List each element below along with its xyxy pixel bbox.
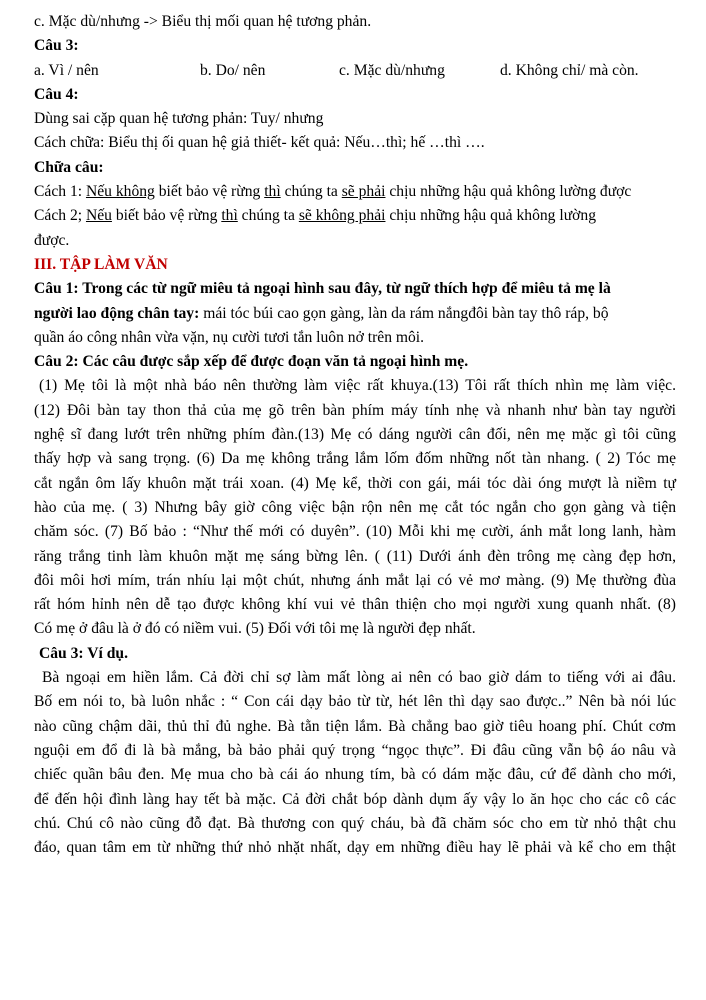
cach-2-text-2: chúng ta xyxy=(237,207,299,225)
paragraph-line: để đến hội đình làng hay tết bà mặc. Cả đời chắt bóp dành dụm ấy vậy lo ăn học cho các cô các xyxy=(34,790,676,808)
cach-2-underline-1: Nếu xyxy=(85,207,112,225)
tlv-cau3-heading: Câu 3: Ví dụ. xyxy=(39,644,128,662)
paragraph-line: đôi môi hơi mím, trán nhíu lại một chút, nhưng ánh mắt lại có vẻ mơ màng. (9) Mẹ thường đùa xyxy=(34,571,676,589)
cach-1-text-2: chúng ta xyxy=(280,183,342,201)
paragraph-line: hào của mẹ. ( 3) Nhưng bây giờ công việc bận rộn nên mẹ cắt tóc ngắn cho gọn gàng và tiện xyxy=(34,498,676,516)
cach-2-line xyxy=(34,204,676,228)
paragraph-line: (12) Đôi bàn tay thon thả của mẹ gõ trên bàn phím máy tính nhẹ và nhanh như bàn tay người xyxy=(34,401,676,419)
paragraph-line: cắt ngắn ôm lấy khuôn mặt trái xoan. (4) Mẹ kể, thời con gái, mái tóc dài óng mượt là niềm tự xyxy=(34,474,676,492)
tlv-cau2-heading: Câu 2: Các câu được sắp xếp để được đoạn văn tả ngoại hình mẹ. xyxy=(34,353,469,371)
tlv-cau3-paragraph xyxy=(34,666,676,860)
cach-1-text-3: chịu những hậu quả không lường được xyxy=(385,183,632,201)
option-b: b. Do/ nên xyxy=(200,61,266,79)
paragraph-line: chú. Chú cô nào cũng đỗ đạt. Bà thương con quý cháu, bà đã chăm sóc cho em từ nhỏ thật chu xyxy=(34,814,676,832)
cau3-options xyxy=(34,59,676,83)
paragraph-line: răng trắng tinh làm khuôn mặt mẹ sáng bừng lên. ( (11) Dưới ánh đèn trông mẹ càng đẹp hơn, xyxy=(34,547,676,565)
paragraph-line: nào cũng chậm dãi, thủ thỉ đủ nghe. Bà tằn tiện lắm. Bà chẳng bao giờ tiêu hoang phí. Chút cơm xyxy=(34,717,676,735)
paragraph-line: Có mẹ ở đâu là ở đó có niềm vui. (5) Đối với tôi mẹ là người đẹp nhất. xyxy=(34,620,476,638)
paragraph-line: nghệ sĩ đang lướt trên những phím đàn.(13) Mẹ có dáng người cân đối, nên mẹ mặc gì tôi cũng xyxy=(34,426,676,444)
tlv-cau2-paragraph xyxy=(34,374,676,641)
tlv-cau1-bold: người lao động chân tay: xyxy=(34,304,200,322)
cau4-line-2: Cách chữa: Biểu thị ối quan hệ giả thiết- kết quả: Nếu…thì; hế …thì …. xyxy=(34,134,485,152)
cau3-heading: Câu 3: xyxy=(34,37,79,55)
paragraph-line: Bố em nói to, bà luôn nhắc : “ Con cái dạy bảo từ từ, hét lên thì dạy sao được..” Nên bà nói lúc xyxy=(34,693,676,711)
option-a: a. Vì / nên xyxy=(34,61,99,79)
cau4-line-1: Dùng sai cặp quan hệ tương phản: Tuy/ nhưng xyxy=(34,110,324,128)
cach-1-line xyxy=(34,180,676,204)
tlv-cau1-rest: mái tóc búi cao gọn gàng, làn da rám nắngđôi bàn tay thô ráp, bộ xyxy=(199,304,609,322)
document-page xyxy=(34,10,676,860)
paragraph-line: chăm sóc. (7) Bố bảo : “Như thế mới có duyên”. (10) Mỗi khi mẹ cười, ánh mắt long lanh, hàm xyxy=(34,523,676,541)
option-c: c. Mặc dù/nhưng xyxy=(339,61,445,79)
chua-cau-heading: Chữa câu: xyxy=(34,158,104,176)
paragraph-line: chiếc quần bâu đen. Mẹ mua cho bà cái áo nhung tím, bà có dám mặc đâu, cứ để dành cho mới, xyxy=(34,766,676,784)
tlv-cau1-line-1: Câu 1: Trong các từ ngữ miêu tả ngoại hình sau đây, từ ngữ thích hợp để miêu tả mẹ là xyxy=(34,280,611,298)
cach-2-line-2: được. xyxy=(34,231,70,249)
cach-1-underline-2: thì xyxy=(264,183,281,201)
cach-1-prefix: Cách 1: xyxy=(34,183,86,201)
cach-2-underline-3: sẽ không phải xyxy=(298,207,386,225)
cach-2-prefix: Cách 2; xyxy=(34,207,86,225)
paragraph-line: nguội em đổ đi là bà mắng, bà bảo phải quý trọng “ngọc thực”. Đi đâu cũng vẫn bộ áo nâu và xyxy=(34,741,676,759)
tlv-cau1-line-3: quần áo công nhân vừa vặn, nụ cười tươi tắn luôn nở trên môi. xyxy=(34,328,425,346)
cach-1-text-1: biết bảo vệ rừng xyxy=(154,183,265,201)
cach-2-underline-2: thì xyxy=(221,207,238,225)
paragraph-line: rất hóm hỉnh nên dễ tạo được không khí vui vẻ thân thiện cho mọi người xung quanh nhất. (8) xyxy=(34,596,676,614)
tlv-cau1-line-2 xyxy=(34,302,676,326)
paragraph-line: thấy hợp và sang trọng. (6) Da mẹ không trắng lắm lốm đốm những nốt tàn nhang. ( 2) Tóc mẹ xyxy=(34,450,676,468)
paragraph-line: đáo, quan tâm em từ những thứ nhỏ nhặt nhất, dạy em những điều hay lẽ phải và kể cho em thật xyxy=(34,839,676,857)
paragraph-line: Bà ngoại em hiền lắm. Cả đời chỉ sợ làm mất lòng ai nên có bao giờ dám to tiếng với ai đâu. xyxy=(42,669,676,687)
cach-1-underline-3: sẽ phải xyxy=(341,183,386,201)
section-3-heading: III. TẬP LÀM VĂN xyxy=(34,255,168,273)
option-d: d. Không chỉ/ mà còn. xyxy=(500,61,639,79)
cach-2-text-1: biết bảo vệ rừng xyxy=(111,207,222,225)
cach-2-text-3: chịu những hậu quả không lường xyxy=(385,207,596,225)
cau4-heading: Câu 4: xyxy=(34,85,79,103)
cach-1-underline-1: Nếu không xyxy=(85,183,155,201)
paragraph-line: (1) Mẹ tôi là một nhà báo nên thường làm việc rất khuya.(13) Tôi rất thích nhìn mẹ làm việc. xyxy=(39,377,676,395)
answer-c-line: c. Mặc dù/nhưng -> Biểu thị mối quan hệ tương phản. xyxy=(34,13,372,30)
